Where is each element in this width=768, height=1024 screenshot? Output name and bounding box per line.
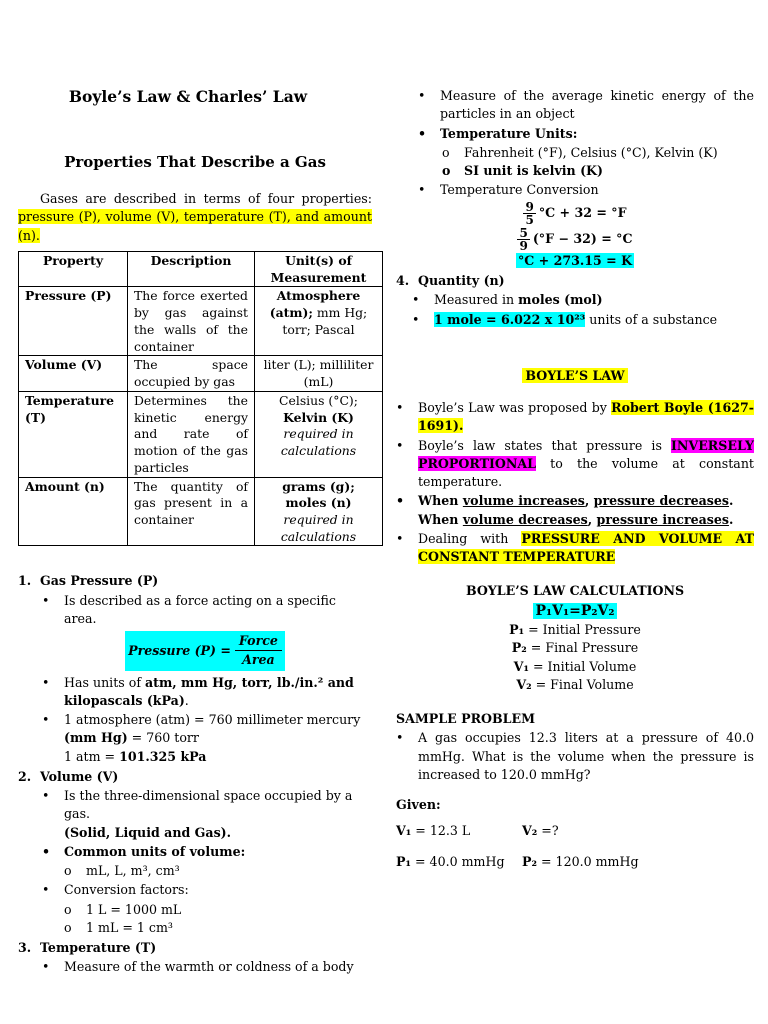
list-item: [396, 437, 754, 492]
temperature-conv-list: [396, 181, 754, 199]
gas-pressure-list: [18, 592, 372, 629]
text: .: [184, 692, 189, 708]
table-cell-units: [255, 477, 383, 546]
list-item: • Measure of the warmth or coldness of a body: [42, 958, 372, 976]
table-header: Unit(s) of Measurement: [255, 251, 383, 286]
temperature-cont-list: [396, 87, 754, 143]
underlined-text: volume decreases: [462, 511, 588, 527]
calculations-heading: BOYLE’S LAW CALCULATIONS: [465, 583, 685, 599]
list-item: [396, 530, 754, 567]
fraction-5-9: [517, 227, 529, 252]
sub-list-item: o Fahrenheit (°F), Celsius (°C), Kelvin (K): [442, 144, 754, 162]
fraction-9-5: [523, 201, 535, 226]
underlined-text: pressure decreases: [593, 493, 729, 509]
underlined-text: volume increases: [462, 493, 585, 509]
temperature-units-sublist: [396, 144, 754, 181]
table-header: Property: [19, 251, 128, 286]
right-column: [396, 86, 754, 871]
definition-line: [396, 658, 754, 676]
sample-problem-heading: SAMPLE PROBLEM: [396, 711, 536, 727]
symbol: V₂: [522, 823, 538, 839]
table-cell-description: The quantity of gas present in a container: [128, 477, 255, 546]
table-cell-description: The space occupied by gas: [128, 356, 255, 391]
boyles-law-heading: [396, 367, 754, 385]
list-item: [412, 291, 754, 309]
given-label: Given:: [396, 797, 441, 813]
force-area-fraction: [235, 632, 282, 670]
pressure-formula-highlight: [125, 631, 285, 671]
list-item: [42, 674, 372, 711]
text-bold: atm, mm Hg, torr, lb./in.² and kilopascals (kPa): [64, 674, 354, 708]
text: Is the three-dimensional space occupied by a gas.: [64, 788, 353, 822]
list-item: • Temperature Units:: [418, 125, 754, 143]
table-header: Description: [128, 251, 255, 286]
fraction-numerator: Force: [235, 632, 282, 651]
list-item: • Conversion factors:: [42, 881, 372, 899]
table-cell-description: The force exerted by gas against the walls of the container: [128, 287, 255, 356]
conversion-text: (°F − 32) = °C: [532, 231, 633, 247]
fraction-numerator: 9: [525, 199, 534, 214]
text: Has units of: [64, 674, 145, 690]
list-item: [42, 787, 372, 842]
text: units of a substance: [585, 311, 718, 327]
list-item: [396, 492, 754, 529]
boyles-law-list: [396, 399, 754, 566]
volume-sublist-2: [18, 901, 372, 938]
section-number: 1.: [18, 573, 32, 589]
section-heading: Volume (V): [40, 768, 119, 784]
units-rest: mm Hg; torr; Pascal: [282, 305, 368, 337]
definition: = Final Volume: [531, 676, 634, 692]
definition: = Initial Pressure: [524, 622, 641, 638]
sub-list-item: o 1 mL = 1 cm³: [64, 919, 372, 937]
inversely-proportional-highlight: INVERSELY PROPORTIONAL: [418, 437, 754, 471]
definition-line: [396, 676, 754, 694]
section-volume: [18, 768, 372, 786]
symbol: P₁: [509, 622, 525, 638]
conversion-c-to-f: [396, 201, 754, 226]
definition: = Initial Volume: [528, 658, 637, 674]
section-heading: Temperature (T): [40, 940, 157, 956]
list-item: [412, 311, 754, 329]
text: 1 atm =: [64, 748, 120, 764]
sample-problem-list: [396, 729, 754, 784]
text: Boyle’s law states that pressure is: [418, 437, 672, 453]
section-heading: Gas Pressure (P): [40, 573, 159, 589]
sub-list-item: o 1 L = 1000 mL: [64, 901, 372, 919]
table-cell-units: [255, 287, 383, 356]
section-number: 2.: [18, 768, 32, 784]
symbol: P₂: [522, 853, 537, 869]
symbol: V₁: [513, 658, 529, 674]
conversion-c-to-k: [396, 253, 754, 269]
temperature-conversion-formulas: [396, 201, 754, 269]
fraction-denominator: Area: [242, 652, 275, 668]
table-header-row: [19, 251, 383, 286]
symbol: V₁: [396, 823, 412, 839]
quantity-list: [396, 291, 754, 329]
units-bold: grams (g); moles (n): [282, 478, 355, 511]
list-item: • A gas occupies 12.3 liters at a pressure of 40.0 mmHg. What is the volume when the pressure is increased to 120.0 mmHg?: [396, 729, 754, 784]
text: ,: [584, 493, 594, 509]
value: = 40.0 mmHg: [411, 853, 505, 869]
section-gas-pressure: [18, 572, 372, 590]
units-rest: Celsius (°C);: [279, 392, 358, 408]
table-row: [19, 391, 383, 477]
text: ,: [587, 511, 597, 527]
document-title: Boyle’s Law & Charles’ Law: [68, 87, 308, 106]
conversion-f-to-c: [396, 227, 754, 252]
fraction-denominator: 5: [525, 212, 534, 227]
temperature-list: [18, 958, 372, 976]
left-column: [18, 86, 372, 978]
boyle-formula-highlight: P₁V₁=P₂V₂: [535, 602, 615, 619]
table-cell-property: Temperature (T): [19, 391, 128, 477]
table-cell-property: Pressure (P): [19, 287, 128, 356]
pressure-volume-highlight: PRESSURE AND VOLUME AT CONSTANT TEMPERATURE: [418, 530, 754, 565]
units-bold: Kelvin (K): [283, 409, 354, 425]
text: Measured in: [434, 292, 519, 308]
list-item: • Measure of the average kinetic energy of the particles in an object: [418, 87, 754, 124]
units-bold: Atmosphere (atm);: [269, 288, 361, 321]
list-item: • Common units of volume:: [42, 843, 372, 861]
definition-line: [396, 621, 754, 639]
text: to the volume at constant temperature.: [418, 455, 754, 490]
text-bold: 101.325 kPa: [119, 748, 207, 764]
table-cell-description: Determines the kinetic energy and rate of motion of the gas particles: [128, 391, 255, 477]
conversion-kelvin-highlight: °C + 273.15 = K: [517, 252, 633, 268]
section-quantity: [396, 272, 754, 290]
volume-sublist: [18, 862, 372, 880]
value: =?: [537, 823, 559, 839]
sub-list-item: o mL, L, m³, cm³: [64, 862, 372, 880]
list-item: • Temperature Conversion: [418, 181, 754, 199]
text: Boyle’s Law was proposed by: [418, 400, 612, 416]
value: = 12.3 L: [411, 823, 471, 839]
list-item: • Is described as a force acting on a specific area.: [42, 592, 372, 629]
gas-pressure-list-2: [18, 674, 372, 766]
value: = 120.0 mmHg: [537, 853, 639, 869]
gas-properties-table: [18, 251, 383, 546]
table-cell-property: Amount (n): [19, 477, 128, 546]
text: 1 atmosphere (atm) = 760 millimeter mercury: [64, 712, 361, 728]
given-v2: [522, 822, 559, 840]
given-v1: [396, 822, 522, 840]
fraction-numerator: 5: [519, 225, 528, 240]
text: = 760 torr: [127, 730, 199, 746]
robert-boyle-highlight: Robert Boyle (1627-1691).: [418, 400, 754, 434]
volume-list-2: [18, 881, 372, 899]
symbol: P₂: [511, 640, 527, 656]
units-italic: required in calculations: [280, 511, 357, 544]
intro-highlight: pressure (P), volume (V), temperature (T), and amount (n).: [18, 209, 372, 243]
given-p1: [396, 853, 522, 871]
table-row: [19, 287, 383, 356]
list-item: [42, 711, 372, 766]
text: .: [728, 511, 734, 527]
text-bold: moles (mol): [518, 292, 603, 308]
section-temperature: [18, 939, 372, 957]
text: Dealing with: [418, 530, 522, 546]
mole-highlight: 1 mole = 6.022 x 10²³: [434, 311, 586, 327]
text-bold: (mm Hg): [64, 730, 128, 746]
table-cell-units: [255, 356, 383, 391]
section-number: 3.: [18, 940, 32, 956]
text-bold: (Solid, Liquid and Gas).: [64, 824, 232, 840]
section-number: 4.: [396, 273, 410, 289]
given-volumes: [396, 822, 754, 840]
symbol: V₂: [516, 676, 532, 692]
table-cell-property: Volume (V): [19, 356, 128, 391]
intro-paragraph: [18, 190, 372, 245]
units-rest: liter (L); milliliter (mL): [263, 357, 374, 390]
formula-left: Pressure (P) =: [128, 642, 231, 658]
table-cell-units: [255, 391, 383, 477]
text: When: [418, 493, 463, 509]
list-item: [396, 399, 754, 436]
symbol: P₁: [396, 853, 411, 869]
underlined-text: pressure increases: [596, 511, 729, 527]
given-pressures: [396, 853, 754, 871]
section-title: Properties That Describe a Gas: [64, 153, 326, 172]
boyle-formula: [396, 601, 754, 621]
definition: = Final Pressure: [526, 640, 639, 656]
calc-definitions: [396, 621, 754, 694]
definition-line: [396, 639, 754, 657]
sub-list-item: o SI unit is kelvin (K): [442, 162, 754, 180]
units-italic: required in calculations: [280, 426, 357, 459]
text: .: [728, 493, 734, 509]
conversion-text: °C + 32 = °F: [538, 205, 627, 221]
section-heading: Quantity (n): [418, 273, 505, 289]
fraction-denominator: 9: [519, 238, 528, 253]
table-row: [19, 477, 383, 546]
intro-text: Gases are described in terms of four properties:: [40, 191, 372, 207]
text: When: [418, 511, 463, 527]
volume-list: [18, 787, 372, 861]
table-row: [19, 356, 383, 391]
given-p2: [522, 853, 639, 871]
boyles-law-heading-text: BOYLE’S LAW: [522, 368, 627, 383]
pressure-formula: [38, 631, 372, 671]
